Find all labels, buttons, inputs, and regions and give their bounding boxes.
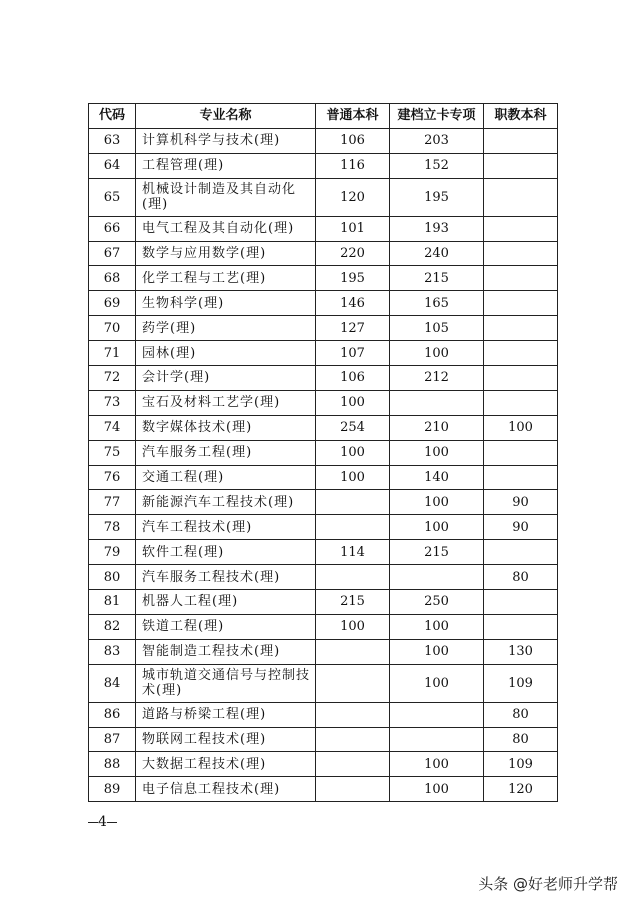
cell-vocational-undergrad xyxy=(484,216,558,241)
table-row xyxy=(89,777,558,802)
table-row xyxy=(89,291,558,316)
cell-major-name: 化学工程与工艺(理) xyxy=(136,266,316,291)
cell-vocational-undergrad: 120 xyxy=(484,777,558,802)
cell-regular-undergrad: 195 xyxy=(316,266,390,291)
table-body xyxy=(89,128,558,801)
cell-vocational-undergrad xyxy=(484,366,558,391)
cell-major-name: 道路与桥梁工程(理) xyxy=(136,702,316,727)
table-header-row xyxy=(89,104,558,129)
table-row xyxy=(89,465,558,490)
table-row xyxy=(89,614,558,639)
cell-code: 74 xyxy=(89,415,136,440)
cell-vocational-undergrad xyxy=(484,178,558,216)
cell-poverty-special: 140 xyxy=(390,465,484,490)
cell-regular-undergrad: 106 xyxy=(316,128,390,153)
table-row xyxy=(89,727,558,752)
cell-code: 69 xyxy=(89,291,136,316)
cell-vocational-undergrad xyxy=(484,241,558,266)
cell-regular-undergrad: 114 xyxy=(316,540,390,565)
cell-code: 73 xyxy=(89,390,136,415)
table-row xyxy=(89,216,558,241)
table-row xyxy=(89,565,558,590)
cell-major-name: 工程管理(理) xyxy=(136,153,316,178)
cell-regular-undergrad xyxy=(316,702,390,727)
cell-code: 68 xyxy=(89,266,136,291)
cell-poverty-special: 100 xyxy=(390,515,484,540)
cell-regular-undergrad: 106 xyxy=(316,366,390,391)
table-row xyxy=(89,440,558,465)
cell-vocational-undergrad: 100 xyxy=(484,415,558,440)
cell-major-name: 电子信息工程技术(理) xyxy=(136,777,316,802)
cell-regular-undergrad: 100 xyxy=(316,390,390,415)
cell-regular-undergrad: 215 xyxy=(316,590,390,615)
cell-vocational-undergrad: 90 xyxy=(484,490,558,515)
table-row xyxy=(89,540,558,565)
cell-major-name: 交通工程(理) xyxy=(136,465,316,490)
cell-major-name: 汽车工程技术(理) xyxy=(136,515,316,540)
cell-poverty-special: 100 xyxy=(390,664,484,702)
cell-regular-undergrad: 101 xyxy=(316,216,390,241)
cell-regular-undergrad xyxy=(316,490,390,515)
cell-major-name: 物联网工程技术(理) xyxy=(136,727,316,752)
cell-regular-undergrad xyxy=(316,664,390,702)
cell-major-name: 机械设计制造及其自动化(理) xyxy=(136,178,316,216)
cell-vocational-undergrad xyxy=(484,153,558,178)
cell-vocational-undergrad xyxy=(484,590,558,615)
cell-vocational-undergrad: 130 xyxy=(484,639,558,664)
table-row xyxy=(89,639,558,664)
cell-poverty-special: 215 xyxy=(390,266,484,291)
cell-poverty-special: 100 xyxy=(390,440,484,465)
table-row xyxy=(89,702,558,727)
cell-major-name: 电气工程及其自动化(理) xyxy=(136,216,316,241)
cell-poverty-special: 212 xyxy=(390,366,484,391)
cell-major-name: 数学与应用数学(理) xyxy=(136,241,316,266)
cell-major-name: 汽车服务工程技术(理) xyxy=(136,565,316,590)
table-row xyxy=(89,153,558,178)
cell-poverty-special: 215 xyxy=(390,540,484,565)
table-row xyxy=(89,178,558,216)
table-row xyxy=(89,664,558,702)
cell-major-name: 大数据工程技术(理) xyxy=(136,752,316,777)
table-row xyxy=(89,341,558,366)
cell-poverty-special: 100 xyxy=(390,341,484,366)
cell-regular-undergrad: 254 xyxy=(316,415,390,440)
cell-vocational-undergrad xyxy=(484,614,558,639)
cell-vocational-undergrad: 80 xyxy=(484,565,558,590)
cell-major-name: 园林(理) xyxy=(136,341,316,366)
cell-major-name: 生物科学(理) xyxy=(136,291,316,316)
cell-vocational-undergrad: 90 xyxy=(484,515,558,540)
table-row xyxy=(89,590,558,615)
cell-regular-undergrad: 100 xyxy=(316,465,390,490)
cell-regular-undergrad: 120 xyxy=(316,178,390,216)
cell-code: 72 xyxy=(89,366,136,391)
cell-code: 77 xyxy=(89,490,136,515)
cell-code: 64 xyxy=(89,153,136,178)
cell-code: 66 xyxy=(89,216,136,241)
cell-regular-undergrad: 146 xyxy=(316,291,390,316)
cell-vocational-undergrad xyxy=(484,266,558,291)
cell-regular-undergrad xyxy=(316,752,390,777)
cell-vocational-undergrad xyxy=(484,390,558,415)
cell-regular-undergrad: 100 xyxy=(316,614,390,639)
cell-major-name: 计算机科学与技术(理) xyxy=(136,128,316,153)
page-number-value: 4 xyxy=(98,814,107,830)
cell-code: 82 xyxy=(89,614,136,639)
cell-major-name: 汽车服务工程(理) xyxy=(136,440,316,465)
page-number-dash-right xyxy=(107,822,117,823)
cell-poverty-special: 250 xyxy=(390,590,484,615)
cell-code: 71 xyxy=(89,341,136,366)
cell-vocational-undergrad xyxy=(484,316,558,341)
table-row xyxy=(89,752,558,777)
cell-regular-undergrad xyxy=(316,727,390,752)
cell-code: 79 xyxy=(89,540,136,565)
cell-poverty-special: 100 xyxy=(390,777,484,802)
cell-code: 88 xyxy=(89,752,136,777)
cell-major-name: 新能源汽车工程技术(理) xyxy=(136,490,316,515)
header-vocational-undergrad: 职教本科 xyxy=(484,104,558,129)
table-row xyxy=(89,515,558,540)
cell-code: 76 xyxy=(89,465,136,490)
table-row xyxy=(89,490,558,515)
cell-vocational-undergrad xyxy=(484,341,558,366)
table-row xyxy=(89,241,558,266)
cell-code: 81 xyxy=(89,590,136,615)
cell-regular-undergrad xyxy=(316,565,390,590)
cell-vocational-undergrad: 109 xyxy=(484,664,558,702)
table-row xyxy=(89,366,558,391)
header-regular-undergrad: 普通本科 xyxy=(316,104,390,129)
cell-regular-undergrad: 116 xyxy=(316,153,390,178)
cell-regular-undergrad: 220 xyxy=(316,241,390,266)
cell-major-name: 数字媒体技术(理) xyxy=(136,415,316,440)
header-poverty-special: 建档立卡专项 xyxy=(390,104,484,129)
cell-poverty-special: 193 xyxy=(390,216,484,241)
cell-major-name: 机器人工程(理) xyxy=(136,590,316,615)
cell-major-name: 软件工程(理) xyxy=(136,540,316,565)
cell-poverty-special xyxy=(390,565,484,590)
table-row xyxy=(89,390,558,415)
cell-poverty-special xyxy=(390,702,484,727)
cell-vocational-undergrad: 80 xyxy=(484,702,558,727)
cell-code: 87 xyxy=(89,727,136,752)
cell-regular-undergrad xyxy=(316,639,390,664)
cell-vocational-undergrad xyxy=(484,291,558,316)
cell-poverty-special: 165 xyxy=(390,291,484,316)
page-number-dash-left xyxy=(88,822,98,823)
cell-code: 89 xyxy=(89,777,136,802)
cell-regular-undergrad xyxy=(316,515,390,540)
cell-code: 65 xyxy=(89,178,136,216)
cell-code: 78 xyxy=(89,515,136,540)
cell-poverty-special: 100 xyxy=(390,639,484,664)
enrollment-quota-table xyxy=(88,103,558,802)
cell-code: 75 xyxy=(89,440,136,465)
cell-poverty-special: 100 xyxy=(390,490,484,515)
cell-regular-undergrad xyxy=(316,777,390,802)
cell-poverty-special xyxy=(390,390,484,415)
table-row xyxy=(89,316,558,341)
table-row xyxy=(89,266,558,291)
cell-vocational-undergrad: 80 xyxy=(484,727,558,752)
cell-poverty-special: 195 xyxy=(390,178,484,216)
cell-vocational-undergrad xyxy=(484,440,558,465)
cell-regular-undergrad: 127 xyxy=(316,316,390,341)
cell-major-name: 城市轨道交通信号与控制技术(理) xyxy=(136,664,316,702)
cell-vocational-undergrad xyxy=(484,128,558,153)
header-code: 代码 xyxy=(89,104,136,129)
cell-code: 86 xyxy=(89,702,136,727)
cell-regular-undergrad: 100 xyxy=(316,440,390,465)
cell-major-name: 铁道工程(理) xyxy=(136,614,316,639)
cell-code: 63 xyxy=(89,128,136,153)
watermark-text: 头条 @好老师升学帮 xyxy=(478,875,618,893)
cell-code: 67 xyxy=(89,241,136,266)
page-number xyxy=(88,814,117,830)
cell-poverty-special: 240 xyxy=(390,241,484,266)
cell-poverty-special: 100 xyxy=(390,614,484,639)
cell-vocational-undergrad xyxy=(484,465,558,490)
header-major-name: 专业名称 xyxy=(136,104,316,129)
cell-major-name: 药学(理) xyxy=(136,316,316,341)
cell-poverty-special: 105 xyxy=(390,316,484,341)
cell-major-name: 会计学(理) xyxy=(136,366,316,391)
table-row xyxy=(89,415,558,440)
cell-major-name: 宝石及材料工艺学(理) xyxy=(136,390,316,415)
cell-poverty-special xyxy=(390,727,484,752)
cell-code: 70 xyxy=(89,316,136,341)
cell-vocational-undergrad xyxy=(484,540,558,565)
cell-poverty-special: 100 xyxy=(390,752,484,777)
cell-regular-undergrad: 107 xyxy=(316,341,390,366)
cell-code: 80 xyxy=(89,565,136,590)
cell-poverty-special: 152 xyxy=(390,153,484,178)
cell-code: 84 xyxy=(89,664,136,702)
cell-vocational-undergrad: 109 xyxy=(484,752,558,777)
cell-code: 83 xyxy=(89,639,136,664)
cell-poverty-special: 210 xyxy=(390,415,484,440)
cell-poverty-special: 203 xyxy=(390,128,484,153)
cell-major-name: 智能制造工程技术(理) xyxy=(136,639,316,664)
table-row xyxy=(89,128,558,153)
